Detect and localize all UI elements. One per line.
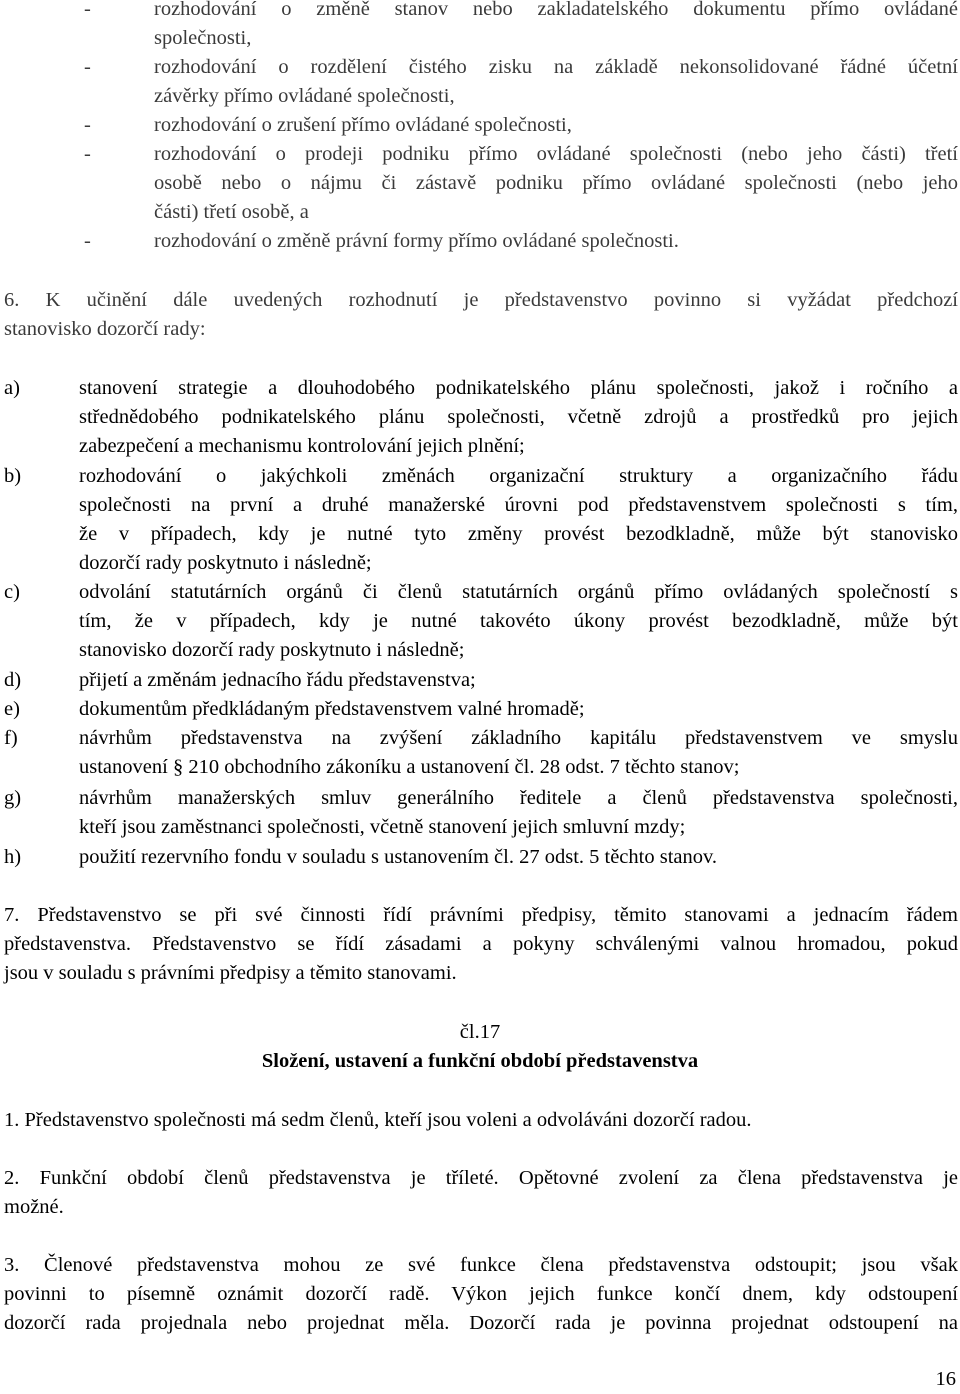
list-marker: -	[84, 143, 91, 165]
paragraph-line: možné.	[4, 1196, 64, 1218]
list-item-line: rozhodování o prodeji podniku přímo ovládané společnosti (nebo jeho části) třetí	[154, 143, 958, 165]
list-item-line: dokumentům předkládaným představenstvem valné hromadě;	[79, 698, 585, 720]
list-marker: d)	[4, 669, 22, 691]
list-marker: -	[84, 114, 91, 136]
list-item-line: kteří jsou zaměstnanci společnosti, včetně stanovení jejich smluvní mzdy;	[79, 816, 686, 838]
list-item-line: společnosti,	[154, 27, 252, 49]
list-marker: -	[84, 230, 91, 252]
paragraph-line: 1. Představenstvo společnosti má sedm členů, kteří jsou voleni a odvoláváni dozorčí radou.	[4, 1109, 752, 1131]
list-item-line: dozorčí rady poskytnuto i následně;	[79, 552, 372, 574]
list-item-line: stanovisko dozorčí rady poskytnuto i následně;	[79, 639, 465, 661]
list-item-line: ustanovení § 210 obchodního zákoníku a ustanovení čl. 28 odst. 7 těchto stanov;	[79, 756, 740, 778]
article-heading: Složení, ustavení a funkční období představenstva	[261, 1050, 699, 1072]
list-marker: c)	[4, 581, 20, 603]
list-item-line: zabezpečení a mechanismu kontrolování jejich plnění;	[79, 435, 525, 457]
paragraph-line: povinni to písemně oznámit dozorčí radě. Výkon jejich funkce končí dnem, kdy odstoupení	[4, 1283, 958, 1305]
list-marker: h)	[4, 846, 22, 868]
list-item-line: odvolání statutárních orgánů či členů statutárních orgánů přímo ovládaných společností s	[79, 581, 958, 603]
paragraph-line: 2. Funkční období členů představenstva je tříleté. Opětovné zvolení za člena představenstva je	[4, 1167, 958, 1189]
list-item-line: společnosti na první a druhé manažerské úrovni pod představenstvem společnosti s tím,	[79, 494, 958, 516]
list-marker: a)	[4, 377, 20, 399]
list-item-line: použití rezervního fondu v souladu s ustanovením čl. 27 odst. 5 těchto stanov.	[79, 846, 718, 868]
list-item-line: rozhodování o změně stanov nebo zakladatelského dokumentu přímo ovládané	[154, 0, 958, 20]
list-marker: g)	[4, 787, 22, 809]
list-item-line: rozhodování o změně právní formy přímo ovládané společnosti.	[154, 230, 679, 252]
article-number: čl.17	[459, 1021, 501, 1043]
list-item-line: stanovení strategie a dlouhodobého podnikatelského plánu společnosti, jakož i ročního a	[79, 377, 958, 399]
list-item-line: části) třetí osobě, a	[154, 201, 309, 223]
list-marker: -	[84, 0, 91, 20]
list-marker: e)	[4, 698, 20, 720]
paragraph-line: 6. K učinění dále uvedených rozhodnutí je představenstvo povinno si vyžádat předchozí	[4, 289, 958, 311]
page-number: 16	[935, 1368, 956, 1390]
list-item-line: návrhům představenstva na zvýšení základního kapitálu představenstvem ve smyslu	[79, 727, 958, 749]
paragraph-line: stanovisko dozorčí rady:	[4, 318, 206, 340]
list-marker: f)	[4, 727, 18, 749]
list-item-line: tím, že v případech, kdy je nutné takovéto úkony provést bezodkladně, může být	[79, 610, 958, 632]
list-item-line: přijetí a změnám jednacího řádu představenstva;	[79, 669, 476, 691]
list-item-line: závěrky přímo ovládané společnosti,	[154, 85, 455, 107]
paragraph-line: 7. Představenstvo se při své činnosti řídí právními předpisy, těmito stanovami a jednacím řádem	[4, 904, 958, 926]
list-marker: b)	[4, 465, 22, 487]
paragraph-line: 3. Členové představenstva mohou ze své funkce člena představenstva odstoupit; jsou však	[4, 1254, 958, 1276]
list-item-line: osobě nebo o nájmu či zástavě podniku přímo ovládané společnosti (nebo jeho	[154, 172, 958, 194]
list-item-line: rozhodování o zrušení přímo ovládané společnosti,	[154, 114, 572, 136]
list-item-line: že v případech, kdy je nutné tyto změny provést bezodkladně, může být stanovisko	[79, 523, 958, 545]
paragraph-line: dozorčí rada projednala nebo projednat měla. Dozorčí rada je povinna projednat odstoupení na	[4, 1312, 958, 1334]
list-item-line: rozhodování o rozdělení čistého zisku na základě nekonsolidované řádné účetní	[154, 56, 958, 78]
list-marker: -	[84, 56, 91, 78]
paragraph-line: jsou v souladu s právními předpisy a těmito stanovami.	[4, 962, 457, 984]
list-item-line: střednědobého podnikatelského plánu společnosti, včetně zdrojů a prostředků pro jejich	[79, 406, 958, 428]
list-item-line: rozhodování o jakýchkoli změnách organizační struktury a organizačního řádu	[79, 465, 958, 487]
list-item-line: návrhům manažerských smluv generálního ředitele a členů představenstva společnosti,	[79, 787, 958, 809]
paragraph-line: představenstva. Představenstvo se řídí zásadami a pokyny schválenými valnou hromadou, pokud	[4, 933, 958, 955]
